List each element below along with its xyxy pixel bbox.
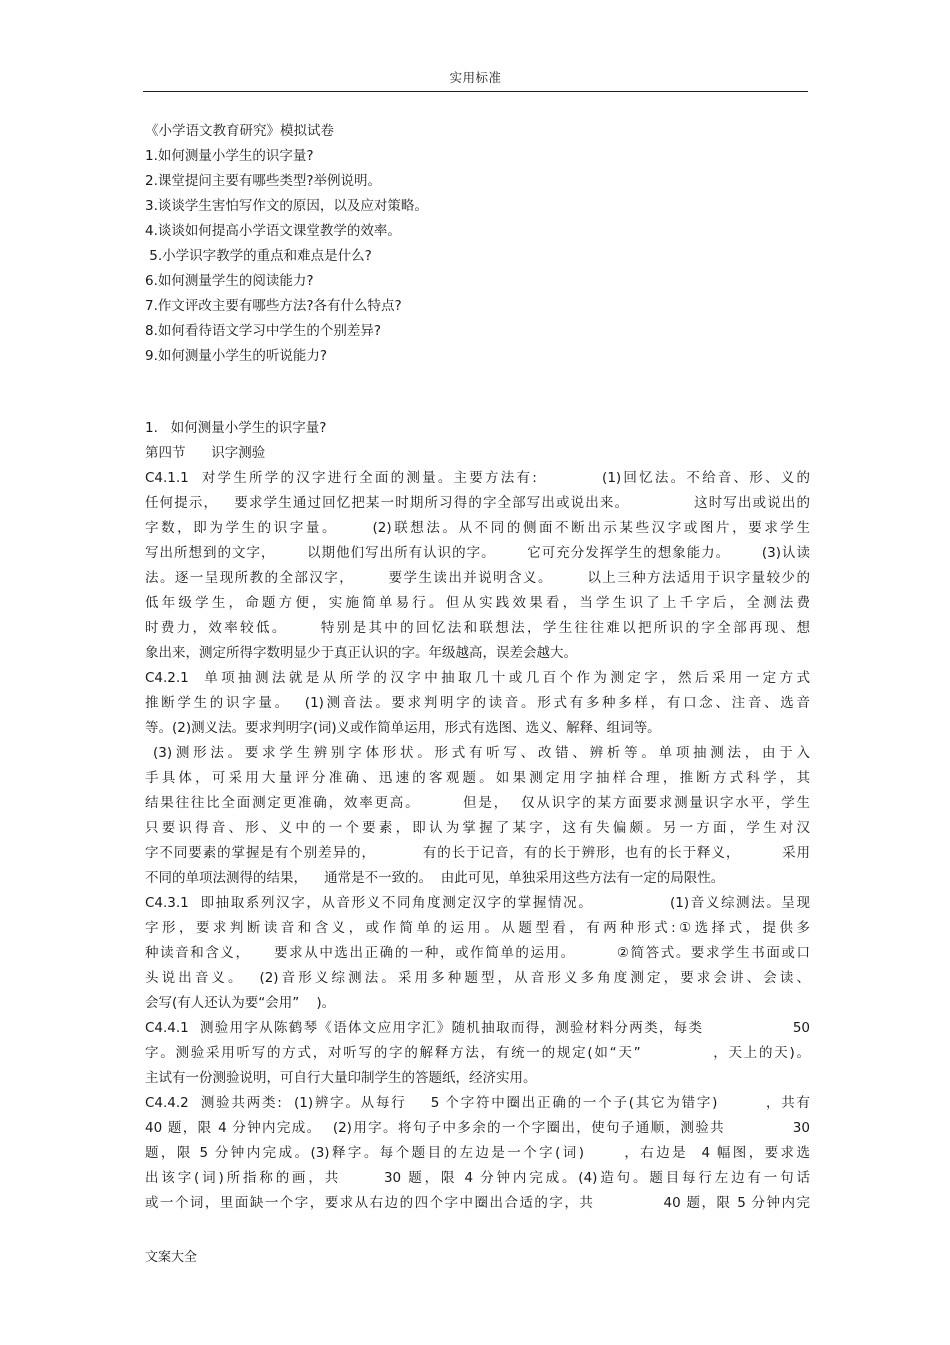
answer-line: 字不同要素的掌握是有个别差异的， 有的长于记音，有的长于辨形，也有的长于释义， 采用 <box>145 845 810 861</box>
answer-line: C4.4.2 测验共两类: (1)辨字。从每行 5 个字符中圈出正确的一个子(其它为错字) ，共有 <box>145 1095 810 1111</box>
section-title: 第四节 识字测验 <box>145 445 266 461</box>
answer-line: 题，限 5 分钟内完成。(3)释字。每个题目的左边是一个字(词) ，右边是 4 幅图，要求选 <box>145 1145 810 1161</box>
header-rule <box>143 91 808 92</box>
answer-line: 40 题，限 4 分钟内完成。 (2)用字。将句子中多余的一个字圈出，使句子通顺，测验共 30 <box>145 1120 810 1136</box>
answer-line: 低年级学生，命题方便，实施简单易行。但从实践效果看，当学生识了上千字后，全测法费 <box>145 595 810 611</box>
exam-question: 2.课堂提问主要有哪些类型?举例说明。 <box>145 173 382 189</box>
answer-line: 象出来，测定所得字数明显少于真正认识的字。年级越高，误差会越大。 <box>145 645 577 661</box>
answer-line: 头说出音义。 (2)音形义综测法。采用多种题型，从音形义多角度测定，要求会讲、会读、 <box>145 970 810 986</box>
answer-line: 结果往往比全面测定更准确，效率更高。 但是， 仅从识字的某方面要求测量识字水平，学生 <box>145 795 810 811</box>
answer-line: 字数，即为学生的识字量。 (2)联想法。从不同的侧面不断出示某些汉字或图片，要求学生 <box>145 520 810 536</box>
answer-line: 不同的单项法测得的结果， 通常是不一致的。 由此可见，单独采用这些方法有一定的局限性。 <box>145 870 725 886</box>
exam-question: 6.如何测量学生的阅读能力? <box>145 273 314 289</box>
exam-question: 1.如何测量小学生的识字量? <box>145 148 314 164</box>
exam-question: 7.作文评改主要有哪些方法?各有什么特点? <box>145 298 402 314</box>
answer-line: 字形，要求判断读音和含义，或作简单的运用。从题型看，有两种形式:①选择式，提供多 <box>145 920 810 936</box>
answer-line: 任何提示， 要求学生通过回忆把某一时期所习得的字全部写出或说出来。 这时写出或说出的 <box>145 495 810 511</box>
answer-line: 字。测验采用听写的方式，对听写的字的解释方法，有统一的规定(如“天” ，天上的天)。 <box>145 1045 810 1061</box>
exam-question: 4.谈谈如何提高小学语文课堂教学的效率。 <box>145 223 401 239</box>
answer-line: 时费力，效率较低。 特别是其中的回忆法和联想法，学生往往难以把所识的字全部再现、想 <box>145 620 810 636</box>
answer-line: 等。(2)测义法。要求判明字(词)义或作简单运用，形式有选图、选义、解释、组词等。 <box>145 720 661 736</box>
answer-heading: 1. 如何测量小学生的识字量? <box>145 420 327 436</box>
answer-line: 种读音和含义， 要求从中选出正确的一种，或作简单的运用。 ②简答式。要求学生书面或口 <box>145 945 810 961</box>
answer-line: C4.4.1 测验用字从陈鹤琴《语体文应用字汇》随机抽取而得，测验材料分两类，每类 50 <box>145 1020 810 1036</box>
answer-line: 或一个词，里面缺一个字，要求从右边的四个字中圈出合适的字，共 40 题，限 5 分钟内完 <box>145 1195 810 1211</box>
answer-line: 主试有一份测验说明，可自行大量印制学生的答题纸，经济实用。 <box>145 1070 537 1086</box>
answer-line: 写出所想到的文字， 以期他们写出所有认识的字。 它可充分发挥学生的想象能力。 (3)认读 <box>145 545 810 561</box>
exam-question: 5.小学识字教学的重点和难点是什么? <box>145 248 372 264</box>
page-header: 实用标准 <box>449 70 502 85</box>
exam-question: 3.谈谈学生害怕写作文的原因，以及应对策略。 <box>145 198 428 214</box>
answer-line: (3)测形法。要求学生辨别字体形状。形式有听写、改错、辨析等。单项抽测法，由于入 <box>145 745 810 761</box>
page-footer: 文案大全 <box>145 1250 198 1265</box>
exam-questions <box>145 119 810 369</box>
answer-line: C4.2.1 单项抽测法就是从所学的汉字中抽取几十或几百个作为测定字，然后采用一定方式 <box>145 670 810 686</box>
answer-line: C4.3.1 即抽取系列汉字，从音形义不同角度测定汉字的掌握情况。 (1)音义综测法。呈现 <box>145 895 810 911</box>
answer-line: 只要识得音、形、义中的一个要素，即认为掌握了某字，这有失偏颇。另一方面，学生对汉 <box>145 820 810 836</box>
answer-line: 会写(有人还认为要“会用” )。 <box>145 995 336 1011</box>
answer-line: 出该字(词)所指称的画，共 30 题，限 4 分钟内完成。(4)造句。题目每行左边有一句话 <box>145 1170 810 1186</box>
answer-line: C4.1.1 对学生所学的汉字进行全面的测量。主要方法有: (1)回忆法。不给音、形、义的 <box>145 470 810 486</box>
exam-title: 《小学语文教育研究》模拟试卷 <box>145 123 334 139</box>
answer-body <box>145 416 810 1216</box>
exam-question: 9.如何测量小学生的听说能力? <box>145 348 328 364</box>
answer-line: 推断学生的识字量。 (1)测音法。要求判明字的读音。形式有多种多样，有口念、注音、选音 <box>145 695 810 711</box>
answer-line: 手具体，可采用大量评分准确、迅速的客观题。如果测定用字抽样合理，推断方式科学，其 <box>145 770 810 786</box>
answer-paragraphs <box>145 466 810 1216</box>
answer-line: 法。逐一呈现所教的全部汉字， 要学生读出并说明含义。 以上三种方法适用于识字量较少的 <box>145 570 810 586</box>
exam-question: 8.如何看待语文学习中学生的个别差异? <box>145 323 382 339</box>
